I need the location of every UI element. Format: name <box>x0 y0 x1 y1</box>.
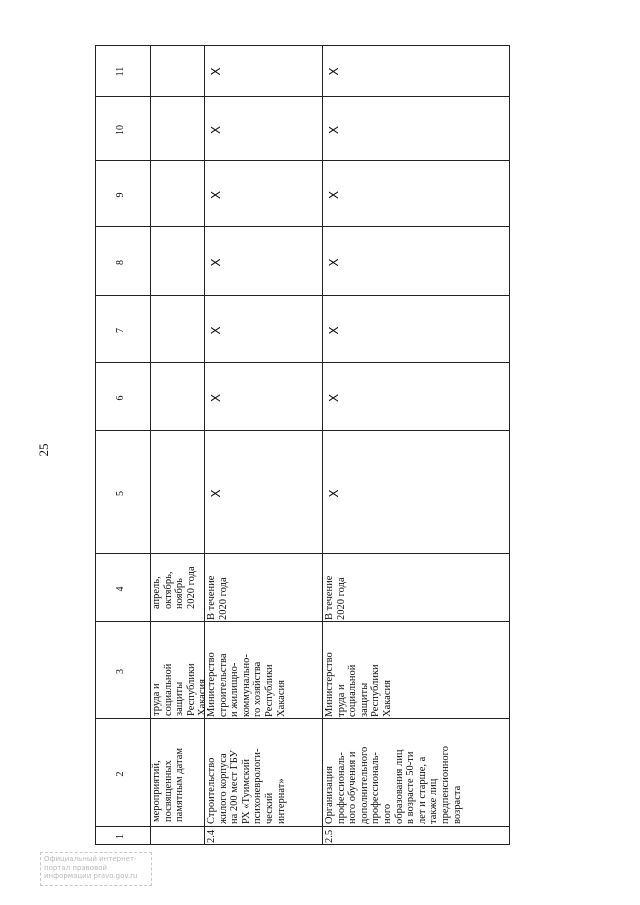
cell-col-10 <box>149 98 203 162</box>
responsible-org: труда и социальной защиты Республики Хакасия <box>151 663 209 716</box>
cell-col-11: X <box>327 67 341 76</box>
deadline: В течение 2020 года <box>206 575 229 620</box>
cell-col-5: X <box>209 489 223 498</box>
header-col-7: 7 <box>115 328 126 333</box>
stamp: Официальный интернет-портал правовой информации pravo.gov.ru <box>40 852 152 886</box>
cell-col-9: X <box>209 190 223 200</box>
measures-table <box>95 45 510 845</box>
row-number: 2.5 <box>324 829 335 843</box>
cell-col-5 <box>149 432 203 555</box>
cell-col-10: X <box>209 125 223 135</box>
cell-col-10: X <box>327 125 341 135</box>
cell-col-7: X <box>209 326 223 335</box>
cell-col-6 <box>149 364 203 432</box>
header-col-6: 6 <box>115 395 126 401</box>
measure-name: Организация профессиональ- ного обучения и дополнительного профессиональ- ного образования лиц в возрасте 50-ти лет и старше, а также лиц предпенсионного возраста <box>324 746 463 824</box>
page-number: 25 <box>36 443 51 457</box>
cell-col-11 <box>149 45 203 98</box>
responsible-org: Министерство труда и социальной защиты Республики Хакасия <box>324 652 393 717</box>
cell-col-5: X <box>327 489 341 498</box>
header-col-1: 1 <box>115 834 126 839</box>
deadline: В течение 2020 года <box>324 575 347 620</box>
header-col-11: 11 <box>115 66 126 77</box>
row-number <box>149 828 203 845</box>
header-col-3: 3 <box>115 669 126 674</box>
cell-col-8: X <box>209 258 223 267</box>
cell-col-7 <box>149 297 203 364</box>
cell-col-8 <box>149 228 203 297</box>
cell-col-9: X <box>327 190 341 200</box>
measure-name: мероприятий, посвященных памятным датам <box>151 747 186 822</box>
header-col-10: 10 <box>115 125 126 135</box>
cell-col-8: X <box>327 258 341 267</box>
header-col-8: 8 <box>115 260 126 265</box>
header-col-9: 9 <box>115 192 126 198</box>
cell-col-7: X <box>327 326 341 335</box>
cell-col-11: X <box>209 67 223 76</box>
cell-col-6: X <box>209 393 223 403</box>
cell-col-9 <box>149 162 203 228</box>
cell-col-6: X <box>327 393 341 403</box>
measure-name: Строительство жилого корпуса на 200 мест ГБУ РХ «Туимский психоневрологи- ческий интернат» <box>206 748 287 824</box>
responsible-org: Министерство строительства и жилищно- коммунально- го хозяйства Республики Хакасия <box>206 652 287 717</box>
row-number: 2.4 <box>206 829 217 843</box>
header-col-4: 4 <box>115 586 126 592</box>
header-col-2: 2 <box>115 771 126 777</box>
deadline: апрель, октябрь, ноябрь 2020 года <box>151 566 197 609</box>
header-col-5: 5 <box>115 491 126 496</box>
